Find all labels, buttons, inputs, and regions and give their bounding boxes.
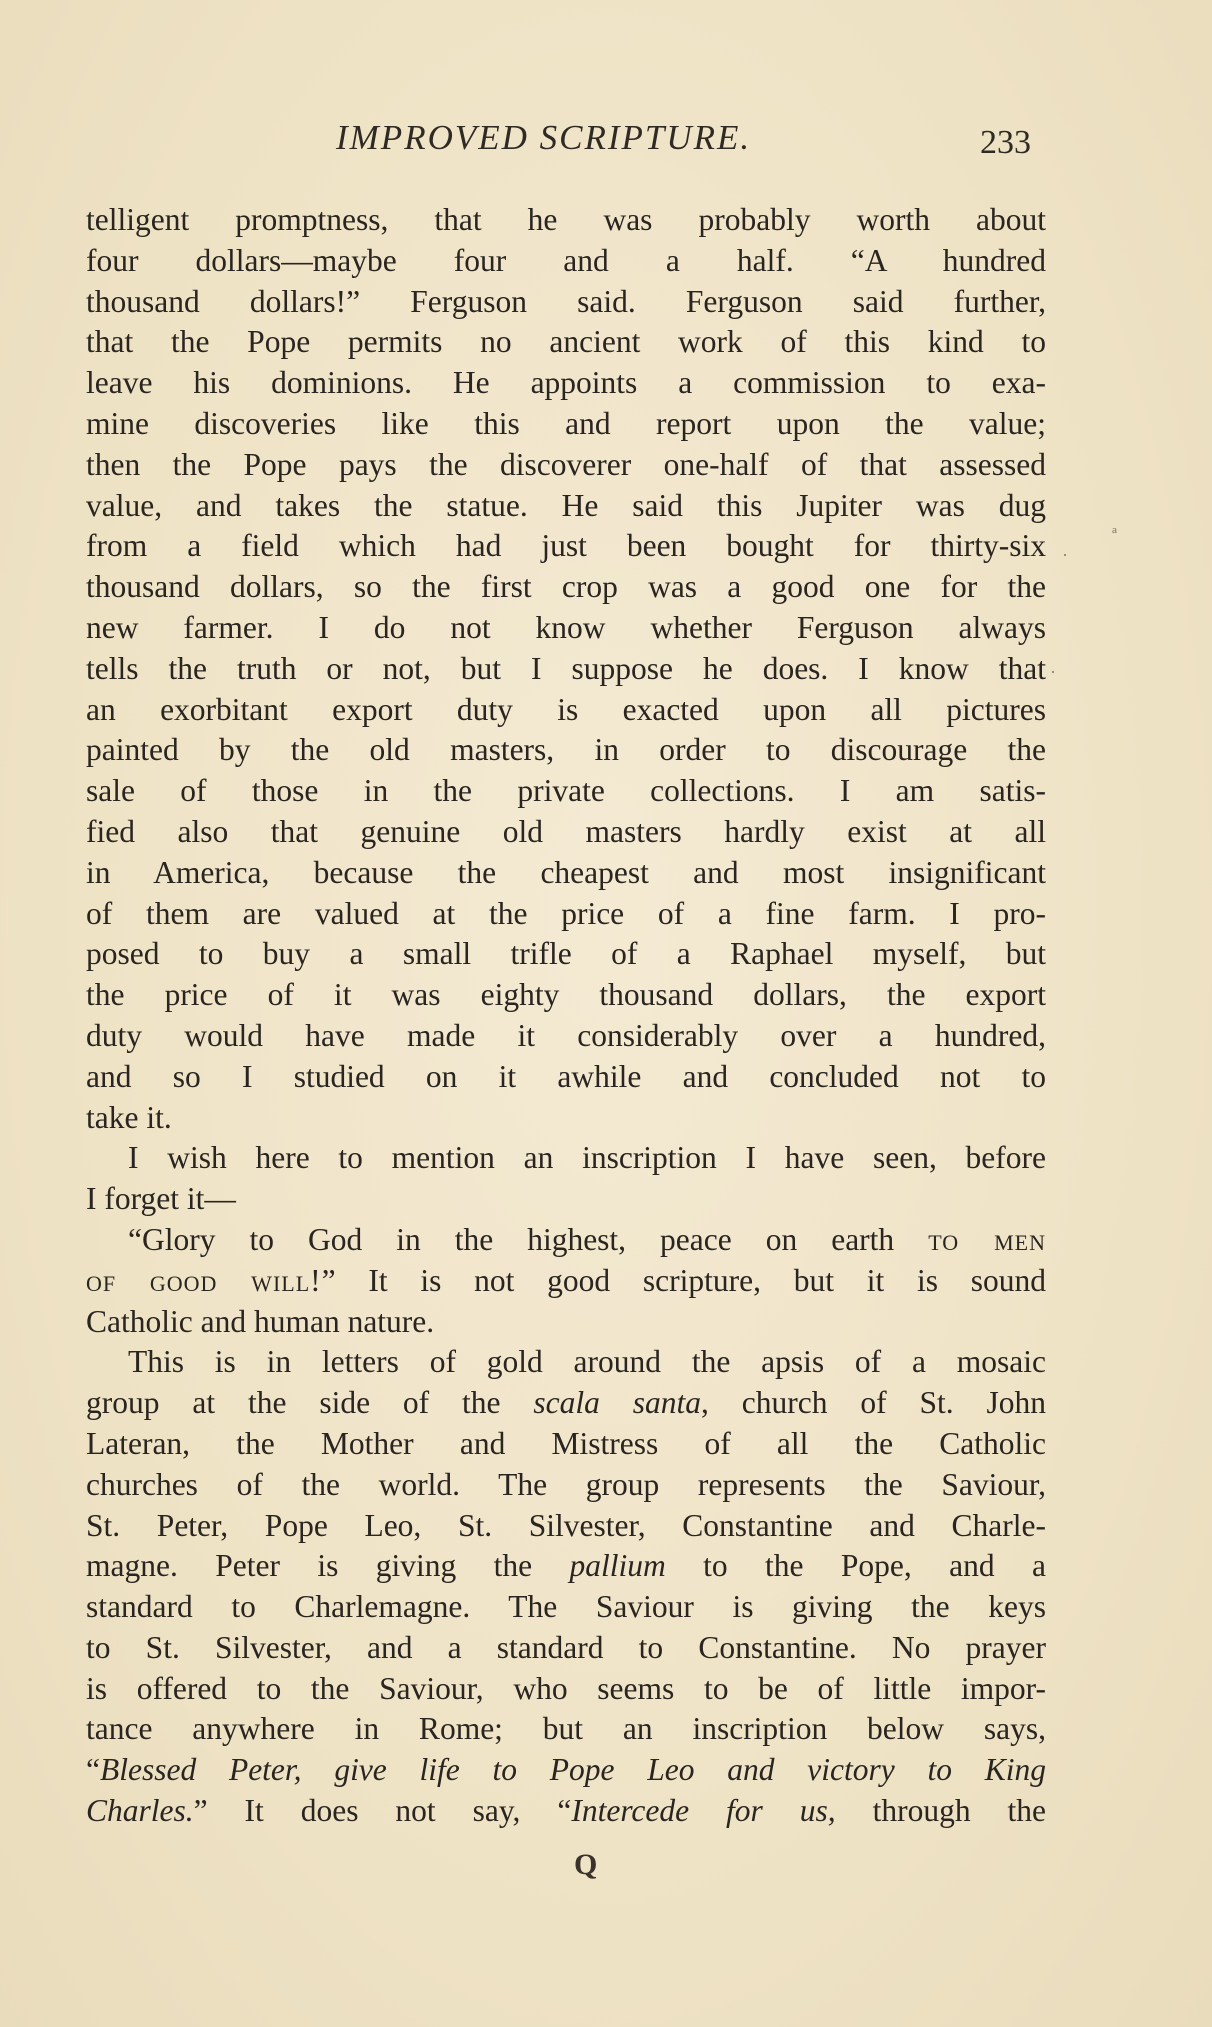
text-segment: group at the side of the: [86, 1385, 534, 1421]
signature-mark: Q: [574, 1848, 598, 1881]
text-line: [86, 1791, 1046, 1832]
text-line: This is in letters of gold around the apsis of a mosaic: [128, 1344, 1046, 1380]
text-line: new farmer. I do not know whether Ferguson always: [86, 609, 1046, 645]
text-line: [86, 1546, 1046, 1587]
text-segment: through the: [835, 1793, 1046, 1829]
text-line: and so I studied on it awhile and concluded not to: [86, 1058, 1046, 1094]
text-line: tance anywhere in Rome; but an inscription below says,: [86, 1711, 1046, 1747]
text-line: [86, 1261, 1046, 1302]
text-line: painted by the old masters, in order to discourage the: [86, 732, 1046, 768]
running-head: IMPROVED SCRIPTURE.: [336, 118, 752, 157]
text-segment: to the Pope, and a: [665, 1548, 1046, 1584]
quote-text: ” It is not good scripture, but it is sound: [321, 1262, 1046, 1298]
italic-text: Charles.: [86, 1793, 194, 1829]
italic-text: Blessed Peter, give life to Pope Leo and victory to King: [99, 1752, 1046, 1788]
text-line: I forget it—: [86, 1181, 236, 1217]
text-line: thousand dollars, so the first crop was a good one for the: [86, 569, 1046, 605]
text-line: from a field which had just been bought for thirty-six: [86, 528, 1046, 564]
body-text: [86, 200, 1046, 1832]
italic-text: Intercede for us,: [571, 1793, 836, 1829]
text-line: fied also that genuine old masters hardly exist at all: [86, 813, 1046, 849]
text-line: the price of it was eighty thousand dollars, the export: [86, 977, 1046, 1013]
text-line: an exorbitant export duty is exacted upon all pictures: [86, 691, 1046, 727]
margin-mark: ·: [1062, 545, 1068, 565]
text-line: is offered to the Saviour, who seems to be of little impor-: [86, 1670, 1046, 1706]
text-line: to St. Silvester, and a standard to Constantine. No prayer: [86, 1629, 1046, 1665]
margin-mark: ·: [1050, 662, 1056, 682]
text-line: I wish here to mention an inscription I have seen, before: [128, 1140, 1046, 1176]
text-line: take it.: [86, 1099, 172, 1135]
text-line: mine discoveries like this and report upon the value;: [86, 405, 1046, 441]
text-line: then the Pope pays the discoverer one-half of that assessed: [86, 446, 1046, 482]
text-line: thousand dollars!” Ferguson said. Ferguson said further,: [86, 283, 1046, 319]
text-segment: “: [86, 1752, 100, 1788]
page-number: 233: [980, 124, 1031, 161]
text-line: St. Peter, Pope Leo, St. Silvester, Constantine and Charle-: [86, 1507, 1046, 1543]
text-line: in America, because the cheapest and most insignificant: [86, 854, 1046, 890]
text-line: telligent promptness, that he was probably worth about: [86, 202, 1046, 237]
text-segment: , church of St. John: [701, 1385, 1046, 1421]
text-line: Catholic and human nature.: [86, 1303, 435, 1339]
text-line: [86, 1220, 1046, 1261]
text-line: churches of the world. The group represents the Saviour,: [86, 1466, 1046, 1502]
text-line: Lateran, the Mother and Mistress of all the Catholic: [86, 1425, 1046, 1461]
text-line: value, and takes the statue. He said this Jupiter was dug: [86, 487, 1046, 523]
text-line: that the Pope permits no ancient work of this kind to: [86, 324, 1046, 360]
text-line: leave his dominions. He appoints a commission to exa-: [86, 365, 1046, 401]
text-line: posed to buy a small trifle of a Raphael myself, but: [86, 936, 1046, 972]
small-caps-text: of good will!: [86, 1262, 322, 1298]
text-line: tells the truth or not, but I suppose he does. I know that: [86, 650, 1046, 686]
text-line: standard to Charlemagne. The Saviour is giving the keys: [86, 1589, 1046, 1625]
text-line: four dollars—maybe four and a half. “A hundred: [86, 242, 1046, 278]
small-caps-text: to men: [928, 1221, 1046, 1257]
text-segment: ” It does not say, “: [193, 1793, 572, 1829]
italic-text: scala santa: [533, 1385, 702, 1421]
text-segment: magne. Peter is giving the: [86, 1548, 570, 1584]
quote-text: “Glory to God in the highest, peace on earth: [128, 1221, 929, 1257]
text-line: of them are valued at the price of a fine farm. I pro-: [86, 895, 1046, 931]
margin-mark: ª: [1112, 524, 1117, 544]
text-line: sale of those in the private collections. I am satis-: [86, 773, 1046, 809]
text-line: duty would have made it considerably over a hundred,: [86, 1017, 1046, 1053]
text-line: [86, 1750, 1046, 1791]
italic-text: pallium: [569, 1548, 666, 1584]
text-line: [86, 1383, 1046, 1424]
